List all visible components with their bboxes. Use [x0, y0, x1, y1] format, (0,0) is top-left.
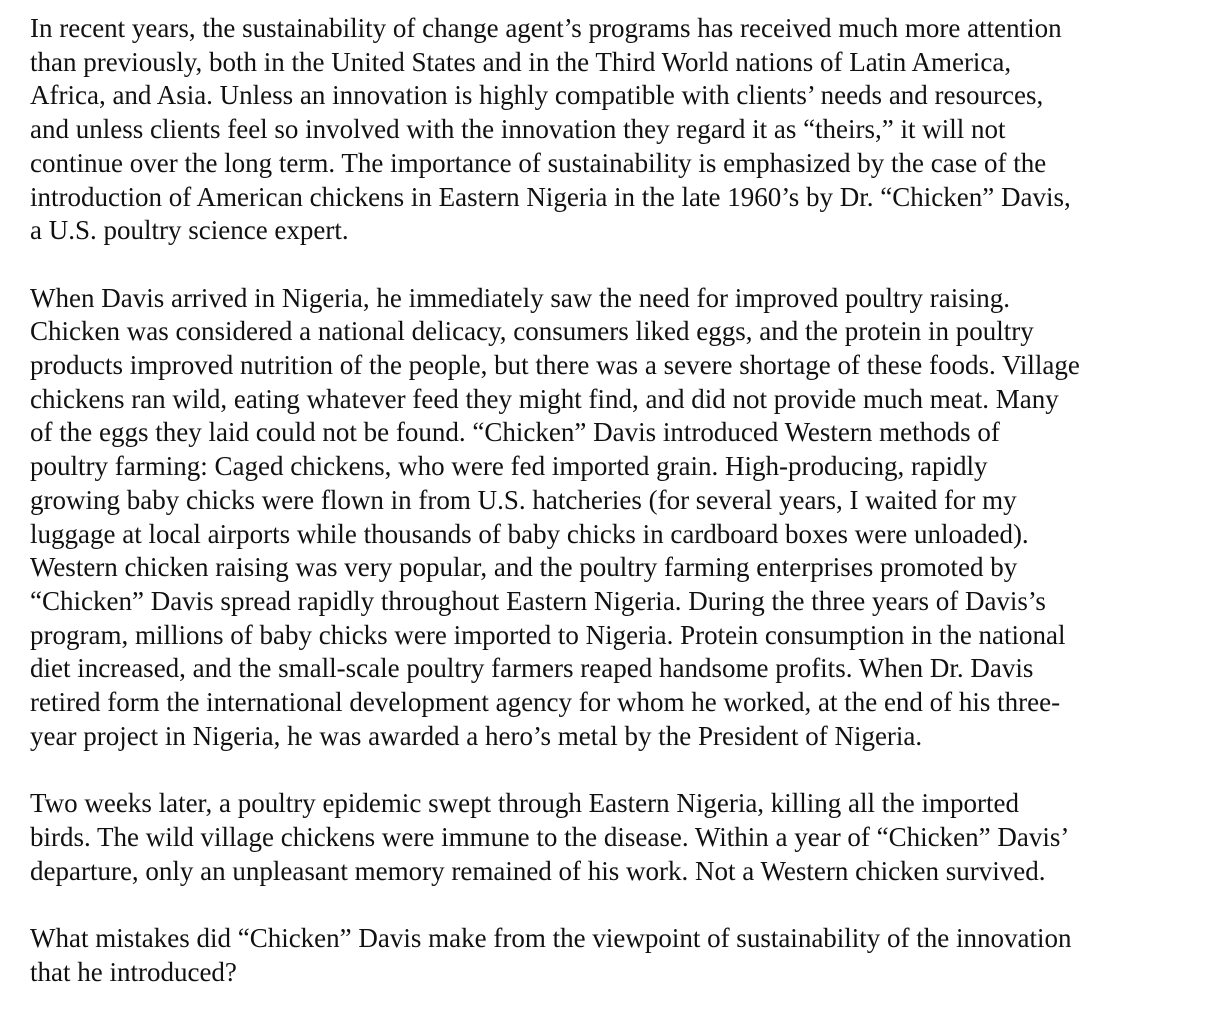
- text-line: growing baby chicks were flown in from U.S. hatcheries (for several years, I waited for my: [30, 484, 1017, 515]
- text-line: products improved nutrition of the people, but there was a severe shortage of these foods. Village: [30, 350, 1080, 381]
- document-body: [30, 12, 1180, 1023]
- text-line: Chicken was considered a national delicacy, consumers liked eggs, and the protein in poultry: [30, 316, 1034, 347]
- paragraph-intro: [30, 12, 1180, 248]
- text-line: When Davis arrived in Nigeria, he immediately saw the need for improved poultry raising.: [30, 282, 1010, 313]
- text-line: “Chicken” Davis spread rapidly throughout Eastern Nigeria. During the three years of Davis’s: [30, 585, 1046, 616]
- text-line: In recent years, the sustainability of change agent’s programs has received much more attention: [30, 13, 1062, 43]
- text-line: continue over the long term. The importance of sustainability is emphasized by the case of the: [30, 147, 1047, 178]
- text-line: departure, only an unpleasant memory remained of his work. Not a Western chicken survived.: [30, 855, 1046, 886]
- text-line: and unless clients feel so involved with the innovation they regard it as “theirs,” it will not: [30, 114, 1006, 145]
- text-line: Two weeks later, a poultry epidemic swept through Eastern Nigeria, killing all the imported: [30, 788, 1020, 819]
- text-line: What mistakes did “Chicken” Davis make from the viewpoint of sustainability of the innovation: [30, 922, 1072, 953]
- paragraph-davis-arrival: [30, 282, 1180, 754]
- paragraph-question: [30, 922, 1180, 989]
- text-line: of the eggs they laid could not be found. “Chicken” Davis introduced Western methods of: [30, 417, 1000, 448]
- text-line: luggage at local airports while thousands of baby chicks in cardboard boxes were unloaded).: [30, 518, 1029, 549]
- text-line: diet increased, and the small-scale poultry farmers reaped handsome profits. When Dr. Davis: [30, 653, 1034, 684]
- text-line: retired form the international development agency for whom he worked, at the end of his three-: [30, 687, 1061, 718]
- text-line: that he introduced?: [30, 956, 237, 987]
- text-line: chickens ran wild, eating whatever feed they might find, and did not provide much meat. Many: [30, 383, 1059, 414]
- text-line: a U.S. poultry science expert.: [30, 215, 349, 246]
- text-line: poultry farming: Caged chickens, who were fed imported grain. High-producing, rapidly: [30, 451, 988, 482]
- text-line: introduction of American chickens in Eastern Nigeria in the late 1960’s by Dr. “Chicken” Davis,: [30, 181, 1071, 212]
- text-line: birds. The wild village chickens were immune to the disease. Within a year of “Chicken” Davis’: [30, 821, 1070, 852]
- text-line: year project in Nigeria, he was awarded a hero’s metal by the President of Nigeria.: [30, 720, 923, 751]
- paragraph-epidemic: [30, 787, 1180, 888]
- text-line: than previously, both in the United States and in the Third World nations of Latin America,: [30, 46, 1012, 77]
- text-line: Africa, and Asia. Unless an innovation is highly compatible with clients’ needs and resources,: [30, 80, 1044, 111]
- text-line: Western chicken raising was very popular, and the poultry farming enterprises promoted by: [30, 552, 1018, 583]
- text-line: program, millions of baby chicks were imported to Nigeria. Protein consumption in the national: [30, 619, 1066, 650]
